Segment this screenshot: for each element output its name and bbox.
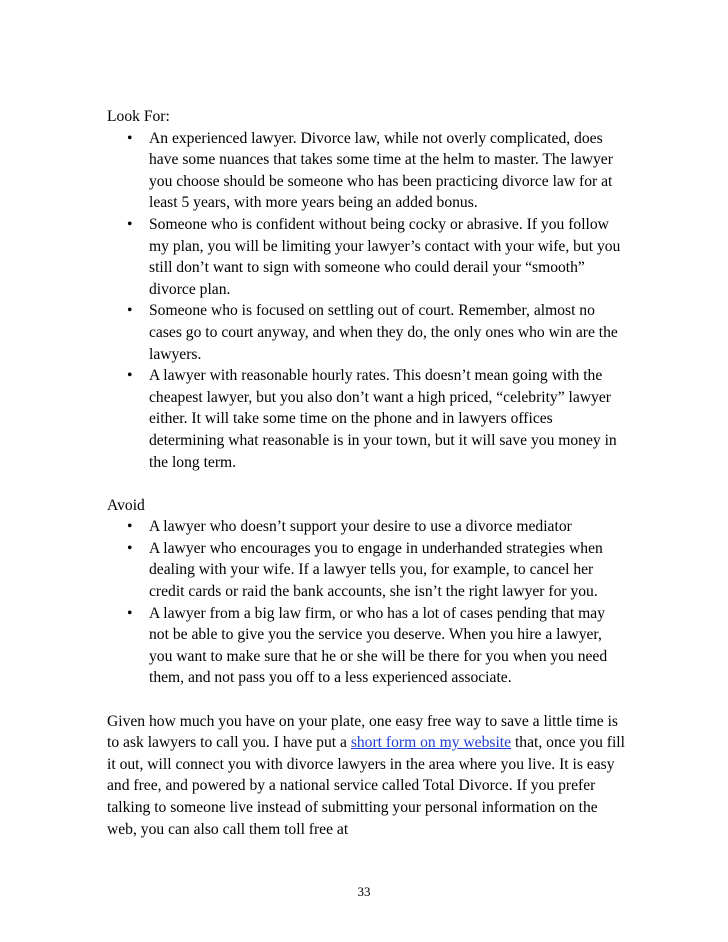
bullet-icon: •: [127, 604, 133, 622]
look-for-item-text: Someone who is confident without being cocky or abrasive. If you follow my plan, you will be limiting your lawyer’s contact with your wife, but you still don’t want to sign with someone who could derail your “smooth” divorce plan.: [149, 215, 621, 298]
bullet-icon: •: [127, 539, 133, 557]
look-for-item-text: A lawyer with reasonable hourly rates. This doesn’t mean going with the cheapest lawyer, but you also don’t want a high priced, “celebrity” lawyer either. It will take some time on the phone and in lawyers offices determining what reasonable is in your town, but it will save you money in the long term.: [149, 367, 617, 471]
website-form-link[interactable]: short form on my website: [350, 734, 512, 752]
avoid-item: [107, 538, 627, 603]
avoid-list: [107, 516, 627, 689]
avoid-item: [107, 603, 627, 689]
bullet-icon: •: [127, 518, 133, 536]
look-for-item-text: Someone who is focused on settling out of court. Remember, almost no cases go to court anyway, and when they do, the only ones who win are the lawyers.: [149, 302, 618, 363]
bullet-icon: •: [127, 367, 133, 385]
closing-text-start: Given how much you have on your plate, one easy free way to save a little time is to ask lawyers to call you. I have put a: [107, 712, 618, 752]
avoid-heading: Avoid: [107, 496, 145, 514]
avoid-item-text: A lawyer from a big law firm, or who has a lot of cases pending that may not be able to give you the service you deserve. When you hire a lawyer, you want to make sure that he or she will be there for you when you need them, and not pass you off to a less experienced associate.: [149, 604, 608, 687]
closing-text-end: that, once you fill it out, will connect you with divorce lawyers in the area where you live. It is easy and free, and powered by a national service called Total Divorce. If you prefer talking to someone live instead of submitting your personal information on the web, you can also call them toll free at: [107, 734, 625, 838]
avoid-item-text: A lawyer who encourages you to engage in underhanded strategies when dealing with your wife. If a lawyer tells you, for example, to cancel her credit cards or raid the bank accounts, she isn’t the right lawyer for you.: [149, 539, 603, 601]
look-for-item: [107, 365, 627, 473]
look-for-heading: Look For:: [107, 108, 170, 125]
spacer: [107, 689, 627, 711]
avoid-item-text: A lawyer who doesn’t support your desire to use a divorce mediator: [149, 518, 572, 536]
look-for-item-text: An experienced lawyer. Divorce law, while not overly complicated, does have some nuances that takes some time at the helm to master. The lawyer you choose should be someone who has been practicing divorce law for at least 5 years, with more years being an added bonus.: [149, 129, 613, 212]
spacer: [107, 473, 627, 495]
look-for-list: [107, 128, 627, 474]
bullet-icon: •: [127, 302, 133, 320]
page-number: 33: [357, 884, 371, 899]
bullet-icon: •: [127, 215, 133, 233]
look-for-item: [107, 128, 627, 214]
bullet-icon: •: [127, 129, 133, 147]
closing-paragraph: [107, 711, 627, 841]
look-for-item: [107, 214, 627, 300]
avoid-item: [107, 516, 627, 538]
look-for-item: [107, 300, 627, 365]
page-content: [107, 106, 627, 840]
